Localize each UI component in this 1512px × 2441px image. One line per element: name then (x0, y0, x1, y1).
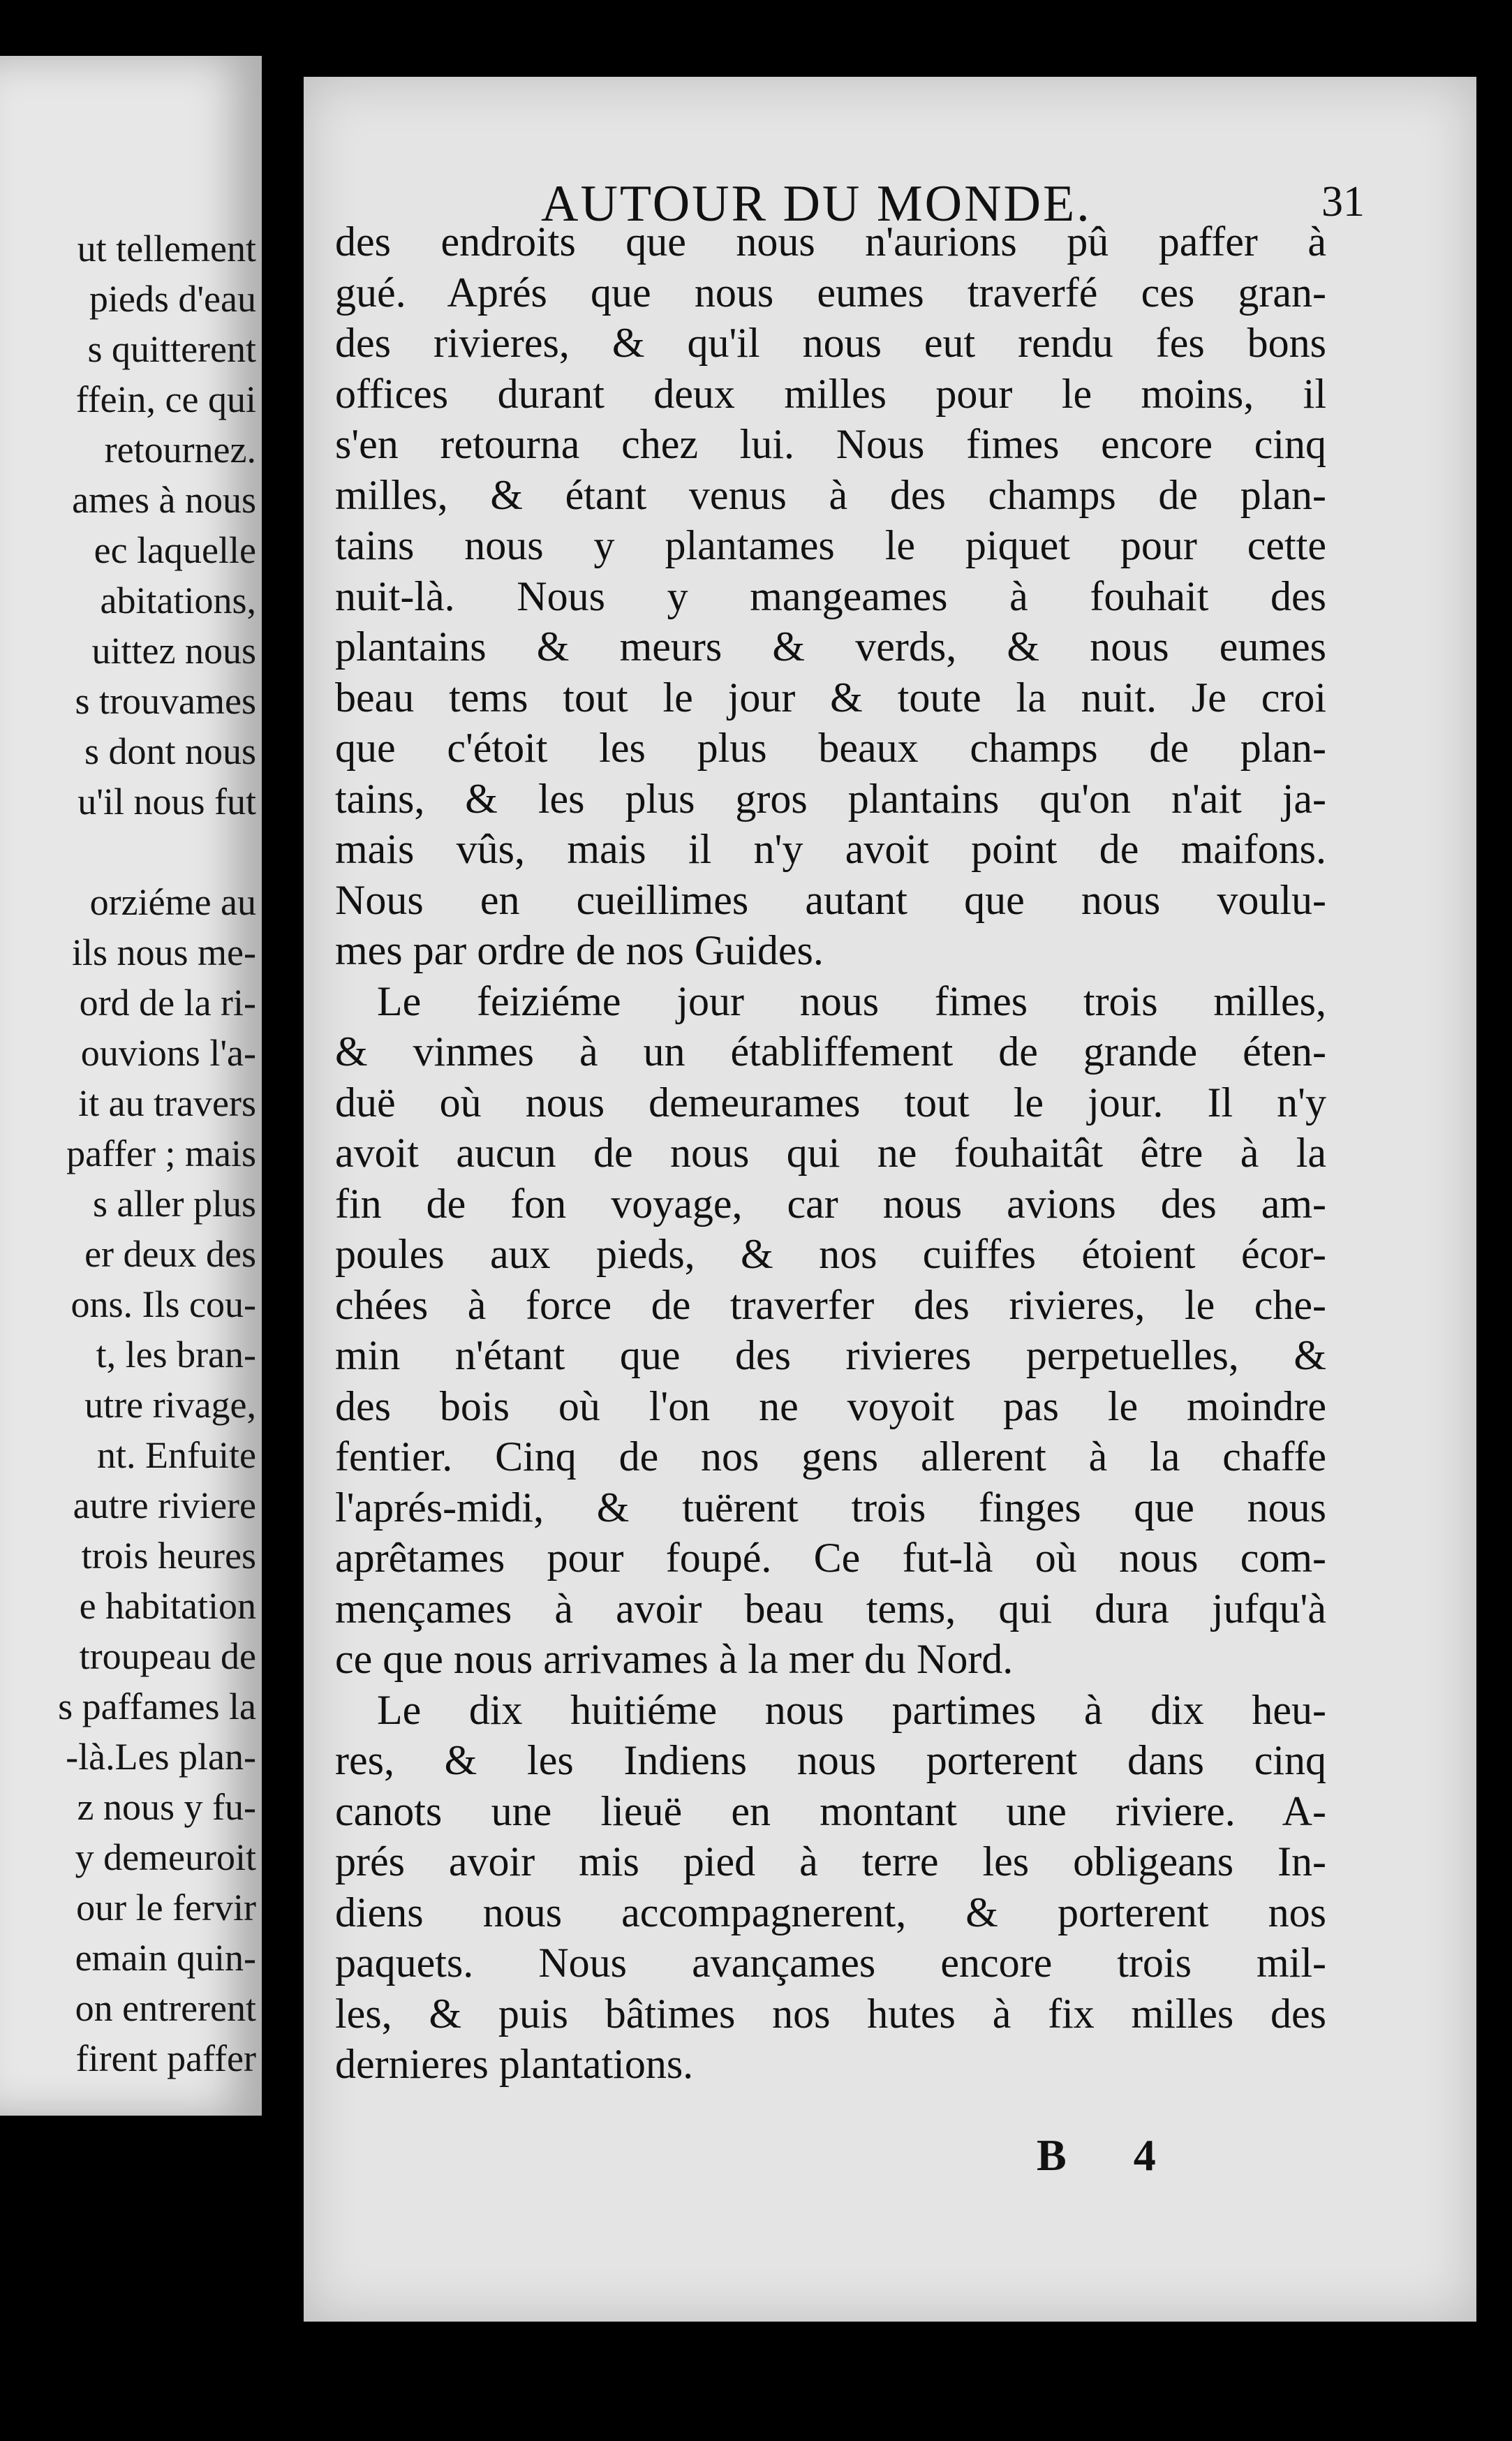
book-page (304, 77, 1476, 2322)
body-text (335, 216, 1326, 2090)
text-line: plantains & meurs & verds, & nous eumes (335, 624, 1326, 670)
left-page-line: troupeau de (79, 1635, 256, 1677)
left-page-line: e habitation (79, 1585, 256, 1627)
text-line: canots une lieuë en montant une riviere. A- (335, 1787, 1326, 1834)
left-page-line: firent paffer (75, 2037, 256, 2079)
text-line: Le feiziéme jour nous fimes trois milles, (377, 978, 1326, 1024)
text-line: paquets. Nous avançames encore trois mil- (335, 1940, 1326, 1986)
left-page-line: -là.Les plan- (66, 1736, 256, 1778)
left-page-line: u'il nous fut (77, 781, 256, 823)
running-title: AUTOUR DU MONDE. (541, 175, 1092, 233)
text-line: aprêtames pour foupé. Ce fut-là où nous com- (335, 1535, 1326, 1581)
text-line: min n'étant que des rivieres perpetuelles, & (335, 1332, 1326, 1378)
scan-border (1476, 0, 1512, 2441)
left-page-line: s dont nous (84, 730, 256, 772)
text-line: s'en retourna chez lui. Nous fimes encore cinq (335, 421, 1326, 467)
text-line: des bois où l'on ne voyoit pas le moindre (335, 1382, 1326, 1429)
left-page-fragment (0, 56, 262, 2116)
left-page-line (0, 827, 256, 877)
left-page-line: ut tellement (77, 228, 256, 270)
text-line: duë où nous demeurames tout le jour. Il n'y (335, 1079, 1326, 1126)
left-page-line: ons. Ils cou- (71, 1283, 256, 1325)
left-page-line: utre rivage, (84, 1384, 256, 1426)
text-line: l'aprés-midi, & tuërent trois finges que nous (335, 1484, 1326, 1531)
text-line: mes par ordre de nos Guides. (335, 927, 824, 973)
text-line: avoit aucun de nous qui ne fouhaitât être à la (335, 1130, 1326, 1176)
left-page-line: s trouvames (75, 680, 256, 722)
left-page-line: t, les bran- (96, 1334, 256, 1376)
text-line: poules aux pieds, & nos cuiffes étoient écor- (335, 1231, 1326, 1277)
signature-mark: B 4 (1037, 2130, 1184, 2180)
text-line: res, & les Indiens nous porterent dans cinq (335, 1737, 1326, 1783)
text-line: fentier. Cinq de nos gens allerent à la chaffe (335, 1433, 1326, 1480)
left-page-line: abitations, (100, 580, 256, 621)
text-line: & vinmes à un établiffement de grande éten- (335, 1028, 1326, 1075)
left-page-line: s quitterent (87, 328, 256, 370)
left-page-line: s paffames la (58, 1686, 256, 1727)
left-page-line: orziéme au (89, 881, 256, 923)
left-page-text (0, 223, 256, 2084)
text-line: beau tems tout le jour & toute la nuit. Je croi (335, 674, 1326, 721)
left-page-line: ffein, ce qui (75, 378, 256, 420)
text-line: fin de fon voyage, car nous avions des am- (335, 1180, 1326, 1227)
left-page-line: ames à nous (72, 479, 256, 521)
left-page-line: emain quin- (75, 1937, 256, 1979)
text-line: diens nous accompagnerent, & porterent nos (335, 1889, 1326, 1935)
left-page-line: uittez nous (91, 630, 256, 672)
text-line: les, & puis bâtimes nos hutes à fix milles des (335, 1990, 1326, 2037)
text-line: que c'étoit les plus beaux champs de plan- (335, 725, 1326, 771)
left-page-line: trois heures (81, 1535, 256, 1577)
left-page-line: retournez. (104, 429, 256, 471)
left-page-line: paffer ; mais (66, 1133, 256, 1174)
text-line: Nous en cueillimes autant que nous voulu- (335, 876, 1326, 923)
left-page-line: autre riviere (73, 1484, 256, 1526)
text-line: prés avoir mis pied à terre les obligeans In- (335, 1838, 1326, 1885)
left-page-line: it au travers (78, 1082, 256, 1124)
left-page-line: on entrerent (75, 1987, 256, 2029)
text-line: chées à force de traverfer des rivieres, le che- (335, 1281, 1326, 1328)
text-line: des endroits que nous n'aurions pû paffer à (335, 219, 1326, 265)
book-gutter (262, 0, 304, 2441)
left-page-line: ord de la ri- (79, 982, 256, 1024)
text-line: Le dix huitiéme nous partimes à dix heu- (377, 1686, 1326, 1733)
left-page-line: z nous y fu- (77, 1786, 256, 1828)
left-page-line: s aller plus (93, 1183, 256, 1225)
left-page-line: nt. Enfuite (97, 1434, 256, 1476)
left-page-line: ils nous me- (72, 931, 256, 973)
left-page-line: er deux des (84, 1233, 256, 1275)
text-line: tains nous y plantames le piquet pour cette (335, 522, 1326, 568)
text-line: milles, & étant venus à des champs de plan- (335, 471, 1326, 518)
text-line: mençames à avoir beau tems, qui dura jufqu'à (335, 1585, 1326, 1632)
text-line: gué. Aprés que nous eumes traverfé ces gran- (335, 269, 1326, 316)
text-line: dernieres plantations. (335, 2041, 694, 2087)
left-page-line: ec laquelle (94, 529, 256, 571)
left-page-line: pieds d'eau (89, 278, 256, 320)
left-page-line: our le fervir (76, 1887, 256, 1929)
text-line: tains, & les plus gros plantains qu'on n'ait ja- (335, 775, 1326, 822)
text-line: des rivieres, & qu'il nous eut rendu fes bons (335, 320, 1326, 366)
left-page-line: y demeuroit (75, 1836, 256, 1878)
text-line: offices durant deux milles pour le moins, il (335, 370, 1326, 417)
text-line: ce que nous arrivames à la mer du Nord. (335, 1636, 1014, 1682)
page-number: 31 (1321, 178, 1365, 226)
text-line: mais vûs, mais il n'y avoit point de maifons. (335, 826, 1326, 872)
left-page-line: ouvions l'a- (80, 1032, 256, 1074)
text-line: nuit-là. Nous y mangeames à fouhait des (335, 573, 1326, 619)
